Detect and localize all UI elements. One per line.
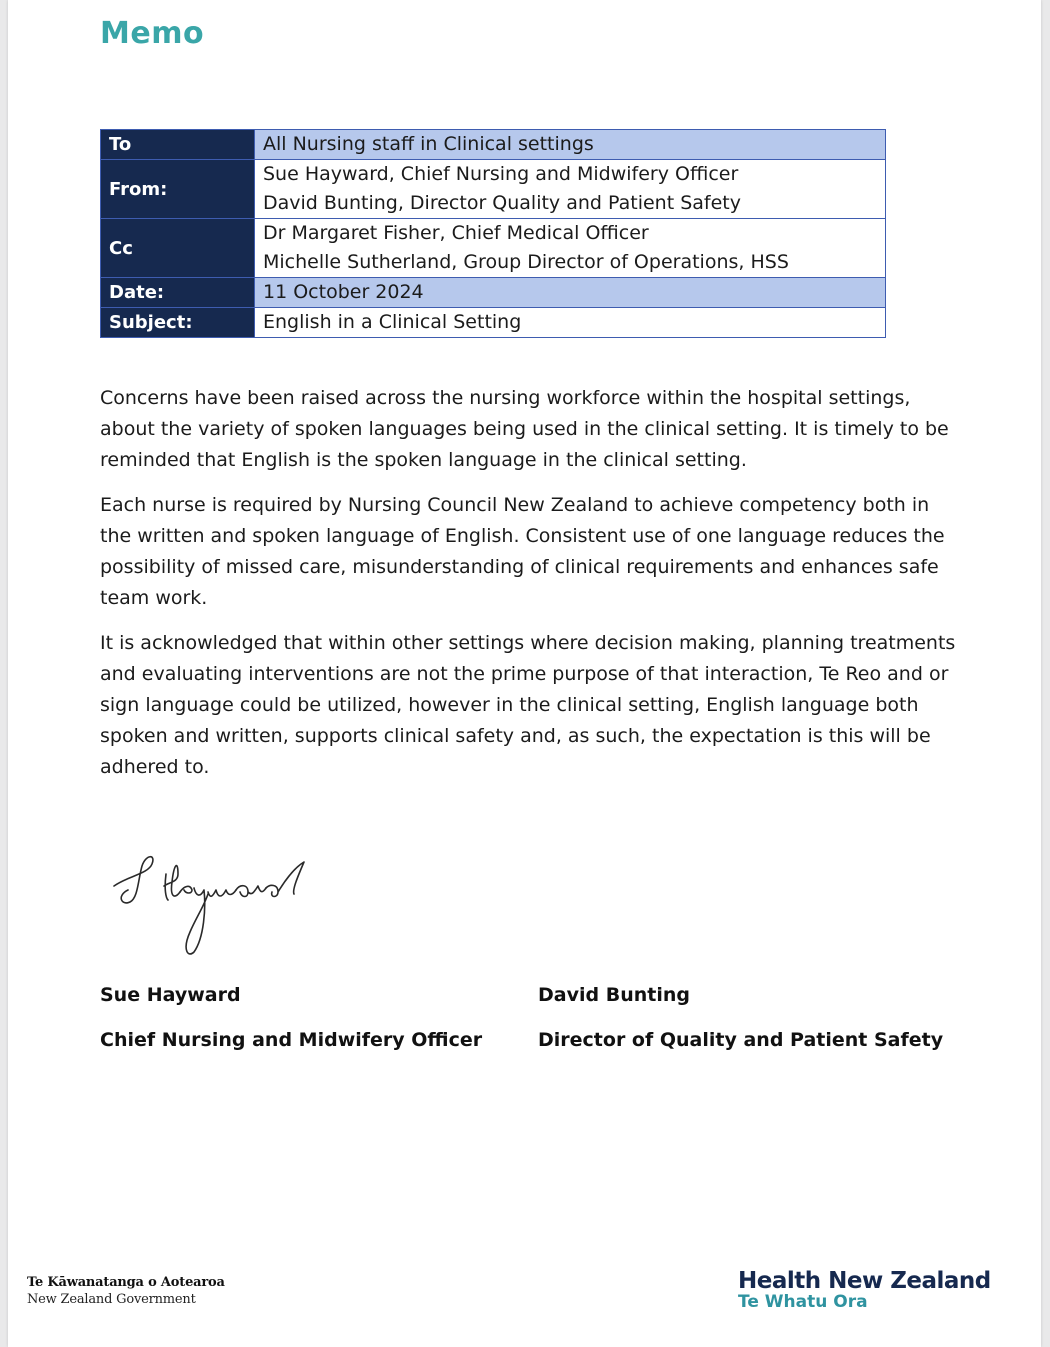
hnz-name: Health New Zealand (738, 1268, 991, 1294)
table-row-date (101, 278, 886, 308)
row-label: From: (101, 160, 255, 219)
row-label: Subject: (101, 308, 255, 338)
memo-header-table (100, 129, 886, 338)
gov-english-name: New Zealand Government (27, 1292, 196, 1307)
memo-page (8, 0, 1041, 1347)
row-value-subject (255, 308, 886, 338)
cc-line-1: Dr Margaret Fisher, Chief Medical Officer (263, 222, 649, 244)
health-nz-logo (738, 1268, 991, 1312)
row-value-date (255, 278, 886, 308)
handwritten-signature (108, 846, 318, 961)
signatory-name-1: Sue Hayward (100, 984, 241, 1006)
body-paragraph: It is acknowledged that within other settings where decision making, planning treatments and evaluating interventions are not the prime purpose of that interaction, Te Reo and or sign language could be utilized, however in the clinical setting, English language both spoken and written, supports clinical safety and, as such, the expectation is this will be adhered to. (100, 632, 956, 778)
signatory-title-2: Director of Quality and Patient Safety (538, 1029, 944, 1051)
body-paragraph: Concerns have been raised across the nursing workforce within the hospital settings, about the variety of spoken languages being used in the clinical setting. It is timely to be reminded that English is the spoken language in the clinical setting. (100, 387, 949, 471)
gov-maori-name: Te Kāwanatanga o Aotearoa (27, 1275, 225, 1290)
table-row-cc (101, 219, 886, 278)
table-row-to (101, 130, 886, 160)
from-line-2: David Bunting, Director Quality and Patient Safety (263, 192, 741, 214)
hnz-maori-name: Te Whatu Ora (738, 1292, 868, 1312)
date-line: 11 October 2024 (263, 281, 424, 303)
row-label: Cc (101, 219, 255, 278)
table-row-subject (101, 308, 886, 338)
subject-line: English in a Clinical Setting (263, 311, 522, 333)
row-value-from (255, 160, 886, 219)
from-line-1: Sue Hayward, Chief Nursing and Midwifery Officer (263, 163, 739, 185)
signatory-title-1: Chief Nursing and Midwifery Officer (100, 1029, 483, 1051)
row-value-cc (255, 219, 886, 278)
row-value-to (255, 130, 886, 160)
signatory-name-2: David Bunting (538, 984, 690, 1006)
nz-government-logo (27, 1275, 225, 1307)
memo-title: Memo (100, 16, 205, 51)
row-label: Date: (101, 278, 255, 308)
to-line: All Nursing staff in Clinical settings (263, 133, 594, 155)
cc-line-2: Michelle Sutherland, Group Director of Operations, HSS (263, 251, 789, 273)
body-paragraph: Each nurse is required by Nursing Council New Zealand to achieve competency both in the written and spoken language of English. Consistent use of one language reduces the possibility of missed care, misunderstanding of clinical requirements and enhances safe team work. (100, 494, 945, 609)
table-row-from (101, 160, 886, 219)
memo-body (100, 383, 960, 797)
row-label: To (101, 130, 255, 160)
